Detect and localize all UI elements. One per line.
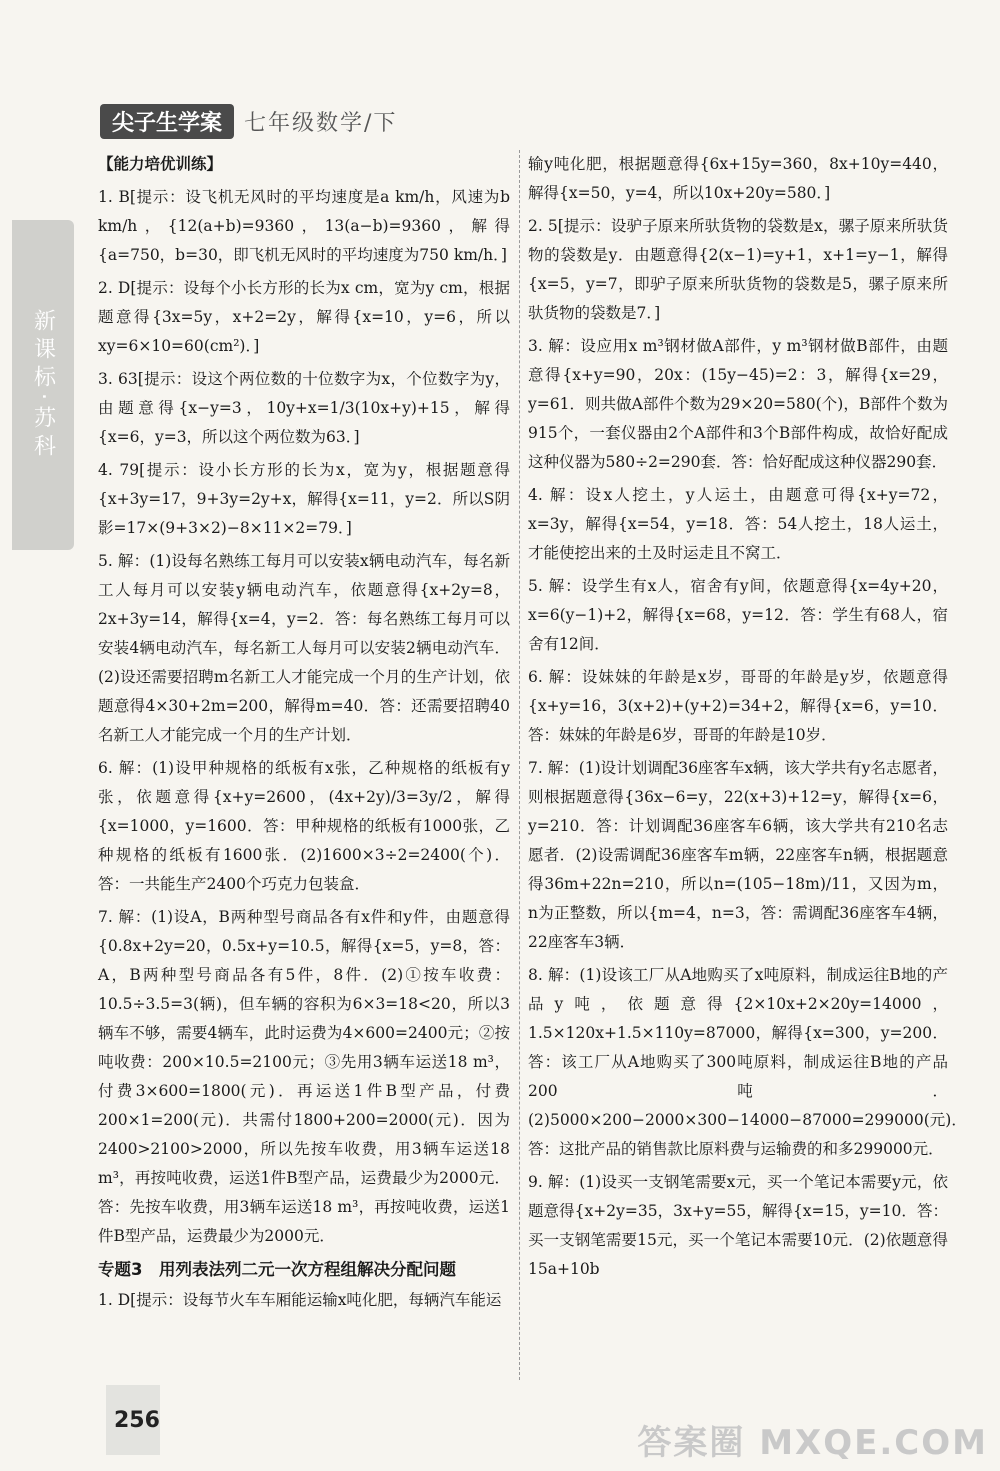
answer-item: 6. 解：(1)设甲种规格的纸板有x张，乙种规格的纸板有y张，依题意得{x+y=2600，(4x+2y)/3=3y/2，解得{x=1000，y=1600．答：甲种规格的纸板有1000张，乙种规格的纸板有1600张．(2)1600×3÷2=2400(个)．答：一共能生产2400个巧克力包装盒． — [98, 759, 510, 893]
answer-item: 2. 5[提示：设驴子原来所驮货物的袋数是x，骡子原来所驮货物的袋数是y．由题意得{2(x−1)=y+1，x+1=y−1，解得{x=5，y=7，即驴子原来所驮货物的袋数是5，骡子原来所驮货物的袋数是7．] — [528, 217, 948, 322]
answer-item: 1. B[提示：设飞机无风时的平均速度是a km/h，风速为b km/h，{12(a+b)=9360，13(a−b)=9360，解得{a=750，b=30，即飞机无风时的平均速度为750 km/h．] — [98, 188, 510, 264]
answer-item: 1. D[提示：设每节火车车厢能运输x吨化肥，每辆汽车能运 — [98, 1291, 502, 1309]
side-tab — [12, 220, 74, 550]
answer-item: 6. 解：设妹妹的年龄是x岁，哥哥的年龄是y岁，依题意得{x+y=16，3(x+2)+(y+2)=34+2，解得{x=6，y=10．答：妹妹的年龄是6岁，哥哥的年龄是10岁． — [528, 668, 948, 744]
answer-item: 8. 解：(1)设该工厂从A地购买了x吨原料，制成运往B地的产品y吨，依题意得{2×10x+2×20y=14000，1.5×120x+1.5×110y=87000，解得{x=300，y=200．答：该工厂从A地购买了300吨原料，制成运往B地的产品200吨．(2)5000×200−2000×300−14000−87000=299000(元)．答：这批产品的销售款比原料费与运输费的和多299000元． — [528, 966, 967, 1158]
answer-item: 7. 解：(1)设计划调配36座客车x辆，该大学共有y名志愿者，则根据题意得{36x−6=y，22(x+3)+12=y，解得{x=6，y=210．答：计划调配36座客车6辆，该大学共有210名志愿者．(2)设需调配36座客车m辆，22座客车n辆，根据题意得36m+22n=210，所以n=(105−18m)/11，又因为m，n为正整数，所以{m=4，n=3，答：需调配36座客车4辆，22座客车3辆． — [528, 759, 948, 951]
right-column — [528, 150, 967, 1288]
answer-item: 7. 解：(1)设A，B两种型号商品各有x件和y件，由题意得{0.8x+2y=20，0.5x+y=10.5，解得{x=5，y=8，答：A，B两种型号商品各有5件，8件．(2)①按车收费：10.5÷3.5=3(辆)，但车辆的容积为6×3=18<20，所以3辆车不够，需要4辆车，此时运费为4×600=2400元；②按吨收费：200×10.5=2100元；③先用3辆车运送18 m³，付费3×600=1800(元)．再运送1件B型产品，付费200×1=200(元)．共需付1800+200=2000(元)．因为2400>2100>2000，所以先按车收费，用3辆车运送18 m³，再按吨收费，运送1件B型产品，运费最少为2000元．答：先按车收费，用3辆车运送18 m³，再按吨收费，运送1件B型产品，运费最少为2000元． — [98, 908, 510, 1245]
page-number: 256 — [114, 1408, 160, 1433]
column-divider — [519, 150, 520, 1380]
page-header — [100, 104, 397, 138]
watermark-logo: 答案圈 MXQE.COM — [637, 1423, 988, 1463]
topic-title: 专题3 用列表法列二元一次方程组解决分配问题 — [98, 1260, 456, 1279]
answer-item: 3. 63[提示：设这个两位数的十位数字为x，个位数字为y，由题意得{x−y=3，10y+x=1/3(10x+y)+15，解得{x=6，y=3，所以这个两位数为63．] — [98, 370, 510, 446]
answer-item: 输y吨化肥，根据题意得{6x+15y=360，8x+10y=440，解得{x=50，y=4，所以10x+20y=580．] — [528, 155, 948, 202]
side-tab-label: 新课标·苏科 — [30, 308, 56, 462]
answer-item: 2. D[提示：设每个小长方形的长为x cm，宽为y cm，根据题意得{3x=5y，x+2=2y，解得{x=10，y=6，所以xy=6×10=60(cm²)．] — [98, 279, 510, 355]
answer-item: 3. 解：设应用x m³钢材做A部件，y m³钢材做B部件，由题意得{x+y=90，20x：(15y−45)=2：3，解得{x=29，y=61．则共做A部件个数为29×20=580(个)，B部件个数为915个，一套仪器由2个A部件和3个B部件构成，故恰好配成这种仪器为580÷2=290套．答：恰好配成这种仪器290套． — [528, 337, 948, 471]
answer-item: 5. 解：设学生有x人，宿舍有y间，依题意得{x=4y+20，x=6(y−1)+2，解得{x=68，y=12．答：学生有68人，宿舍有12间． — [528, 577, 948, 653]
left-column — [98, 150, 510, 1319]
book-subtitle: 七年级数学/下 — [244, 110, 398, 136]
answer-item: 4. 解：设x人挖土，y人运土，由题意可得{x+y=72，x=3y，解得{x=54，y=18．答：54人挖土，18人运土，才能使挖出来的土及时运走且不窝工． — [528, 486, 948, 562]
answer-item: 9. 解：(1)设买一支钢笔需要x元，买一个笔记本需要y元，依题意得{x+2y=35，3x+y=55，解得{x=15，y=10．答：买一支钢笔需要15元，买一个笔记本需要10元．(2)依题意得15a+10b — [528, 1173, 948, 1278]
section-title: 【能力培优训练】 — [98, 155, 223, 173]
answer-item: 4. 79[提示：设小长方形的长为x，宽为y，根据题意得{x+3y=17，9+3y=2y+x，解得{x=11，y=2．所以S阴影=17×(9+3×2)−8×11×2=79．] — [98, 461, 510, 537]
brand-title: 尖子生学案 — [100, 104, 234, 139]
answer-item: 5. 解：(1)设每名熟练工每月可以安装x辆电动汽车，每名新工人每月可以安装y辆电动汽车，依题意得{x+2y=8，2x+3y=14，解得{x=4，y=2．答：每名熟练工每月可以安装4辆电动汽车，每名新工人每月可以安装2辆电动汽车．(2)设还需要招聘m名新工人才能完成一个月的生产计划，依题意得4×30+2m=200，解得m=40．答：还需要招聘40名新工人才能完成一个月的生产计划． — [98, 552, 510, 744]
